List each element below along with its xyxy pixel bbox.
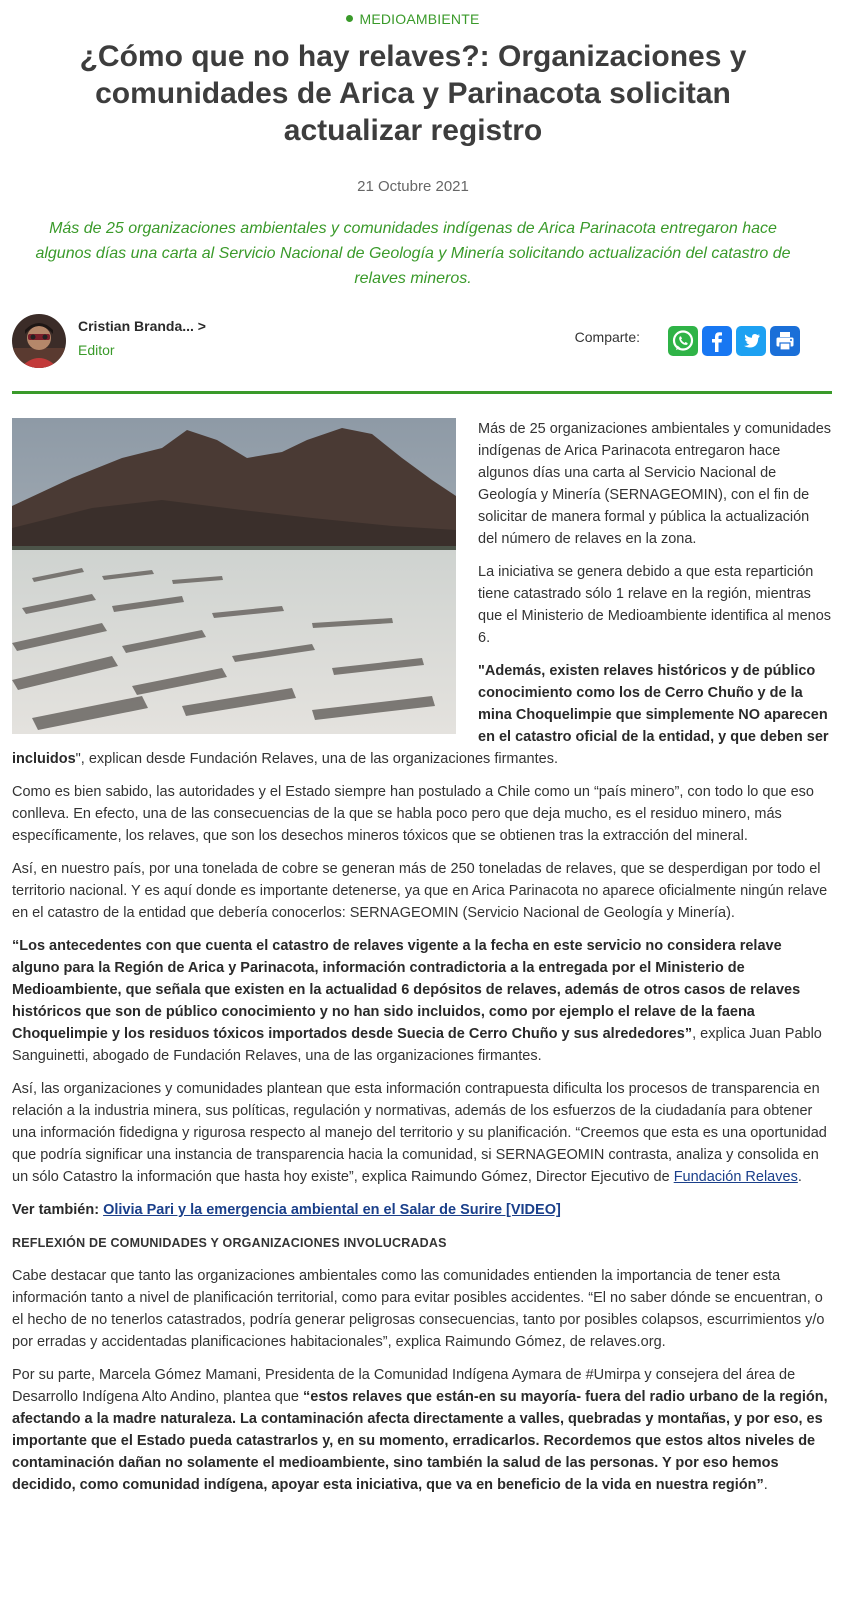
paragraph-4: Como es bien sabido, las autoridades y el Estado siempre han postulado a Chile como un “país minero”, con todo lo que eso conlleva. En efecto, una de las consecuencias de la que se habla poco pero que deja mucho, es el residuo minero, más específicamente, los relaves, que son los desechos mineros tóxicos que se obtienen tras la extracción del mineral.: [12, 784, 814, 844]
see-also: [12, 1199, 832, 1221]
paragraph-5: Así, en nuestro país, por una tonelada de cobre se generan más de 250 toneladas de relaves, que se desperdigan por todo el territorio nacional. Y es aquí donde es importante detenerse, ya que en Arica Parinacota no aparece oficialmente ningún relave en el catastro de la entidad que debería conocerlos: SERNAGEOMIN (Servicio Nacional de Geología y Minería).: [12, 861, 828, 921]
twitter-share-button[interactable]: [736, 326, 766, 356]
paragraph-2: La iniciativa se genera debido a que esta repartición tiene catastrado sólo 1 relave en la región, mientras que el Ministerio de Medioambiente identifica al menos 6.: [478, 564, 832, 646]
paragraph-8: Cabe destacar que tanto las organizaciones ambientales como las comunidades entienden la importancia de tener esta información tanto a nivel de planificación territorial, como para evitar posibles accidentes. “El no saber dónde se encuentran, o el hecho de no tenerlos catastrados, podría generar peligrosas consecuencias, tanto por posibles colapsos, escurrimientos y/o por erradas y accidentadas planificaciones habitacionales”, explica Raimundo Gómez, de relaves.org.: [12, 1268, 825, 1350]
fundacion-relaves-link[interactable]: Fundación Relaves: [673, 1169, 798, 1185]
article-photo: [12, 418, 456, 734]
see-also-link[interactable]: Olivia Pari y la emergencia ambiental en el Salar de Surire [VIDEO]: [103, 1202, 561, 1218]
article-title: ¿Cómo que no hay relaves?: Organizaciones y comunidades de Arica y Parinacota solicitan actualizar registro: [79, 40, 747, 147]
header-divider: [12, 391, 832, 394]
author-block: [12, 314, 832, 374]
paragraph-7: [12, 1078, 832, 1188]
category-dot-icon: [346, 15, 353, 22]
quote-attribution-1: ", explican desde Fundación Relaves, una de las organizaciones firmantes.: [75, 751, 558, 767]
section-heading: REFLEXIÓN DE COMUNIDADES Y ORGANIZACIONES INVOLUCRADAS: [12, 1236, 447, 1250]
facebook-share-button[interactable]: [702, 326, 732, 356]
paragraph-9-end: .: [763, 1477, 768, 1493]
print-icon: [770, 326, 800, 356]
quote-attribution-2: , explica Juan Pablo Sanguinetti, abogado de Fundación Relaves, una de las organizaciones firmantes.: [12, 1026, 822, 1064]
print-button[interactable]: [770, 326, 800, 356]
paragraph-7-text: Así, las organizaciones y comunidades plantean que esta información contrapuesta dificulta los procesos de transparencia en relación a la industria minera, sus políticas, regulación y normativas, además de los esfuerzos de la ciudadanía para obtener una información fidedigna y rigurosa respecto al manejo del territorio y su planificación. “Creemos que esta es una oportunidad que podría significar una instancia de transparencia hacia la comunidad, si SERNAGEOMIN contrasta, analiza y consolida en un sólo Catastro la información que hasta hoy existe”, explica Raimundo Gómez, Director Ejecutivo de: [12, 1081, 827, 1185]
see-also-label: Ver también:: [12, 1202, 104, 1218]
share-label: Comparte:: [574, 329, 640, 345]
category-label[interactable]: [0, 11, 826, 27]
whatsapp-icon: [668, 326, 698, 356]
category-text: MEDIOAMBIENTE: [359, 11, 480, 27]
facebook-icon: [702, 326, 732, 356]
author-role: Editor: [78, 342, 115, 358]
share-bar: [574, 326, 830, 358]
article-lead: Más de 25 organizaciones ambientales y comunidades indígenas de Arica Parinacota entregaron hace algunos días una carta al Servicio Nacional de Geología y Minería solicitando actualización del catastro de relaves mineros.: [35, 220, 791, 287]
article-body: [12, 418, 832, 1507]
whatsapp-share-button[interactable]: [668, 326, 698, 356]
paragraph-9: [12, 1364, 832, 1496]
quote-bold-1: "Además, existen relaves históricos y de público conocimiento como los de Cerro Chuño y de la mina Choquelimpie que simplemente NO aparecen en el catastro oficial de la entidad, y que deben ser incluidos: [12, 663, 829, 767]
author-name-link[interactable]: Cristian Branda... >: [78, 318, 206, 334]
author-avatar[interactable]: [12, 314, 66, 368]
paragraph-7-end: .: [797, 1169, 802, 1185]
twitter-icon: [736, 326, 766, 356]
paragraph-6: [12, 935, 832, 1067]
publish-date: 21 Octubre 2021: [357, 178, 469, 195]
quote-bold-3: “estos relaves que están-en su mayoría- fuera del radio urbano de la región, afectando a la madre naturaleza. La contaminación afecta directamente a valles, quebradas y montañas, y por eso, es importante que el Estado pueda catastrarlos y, en su momento, erradicarlos. Recordemos que estos altos niveles de contaminación dañan no solamente el medioambiente, sino también la salud de las personas. Y por eso hemos decidido, como comunidad indígena, apoyar esta iniciativa, que va en beneficio de la vida en nuestra región”: [12, 1389, 828, 1493]
quote-bold-2: “Los antecedentes con que cuenta el catastro de relaves vigente a la fecha en este servicio no considera relave alguno para la Región de Arica y Parinacota, información contradictoria a la entregada por el Ministerio de Medioambiente, que señala que existen en la actualidad 6 depósitos de relaves, además de otros casos de relaves históricos que son de público conocimiento y no han sido incluidos, como por ejemplo el relave de la faena Choquelimpie y los residuos tóxicos importados desde Suecia de Cerro Chuño y sus alrededores”: [12, 938, 801, 1042]
paragraph-1: Más de 25 organizaciones ambientales y comunidades indígenas de Arica Parinacota entregaron hace algunos días una carta al Servicio Nacional de Geología y Minería (SERNAGEOMIN), con el fin de solicitar de manera formal y pública la actualización del número de relaves en la zona.: [478, 421, 832, 547]
paragraph-9-text: Por su parte, Marcela Gómez Mamani, Presidenta de la Comunidad Indígena Aymara de #Umirpa y consejera del área de Desarrollo Indígena Alto Andino, plantea que: [12, 1367, 796, 1405]
